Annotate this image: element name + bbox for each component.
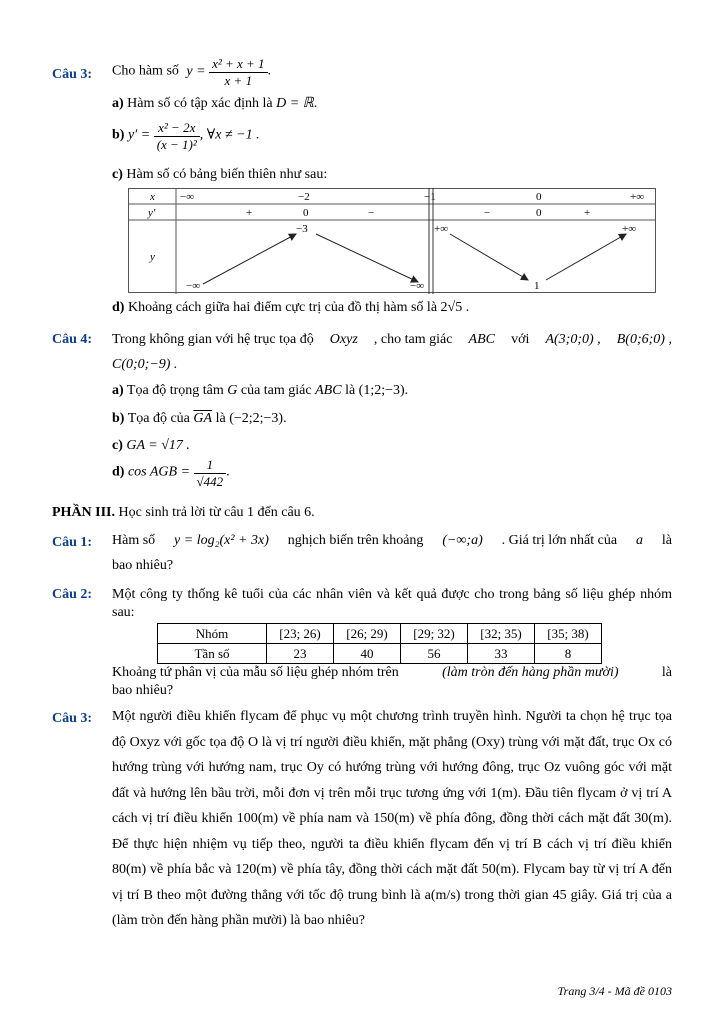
table-cell: Nhóm — [158, 624, 267, 644]
p3-question-1-label: Câu 1: — [52, 535, 93, 550]
part-3-heading: PHẦN III. Học sinh trả lời từ câu 1 đến câu 6. — [52, 505, 315, 520]
table-cell: 23 — [267, 644, 334, 664]
vt-y-value: −∞ — [410, 280, 425, 292]
q3-statement-d: d) Khoảng cách giữa hai điểm cực trị của đồ thị hàm số là 2√5 . — [112, 300, 470, 315]
table-cell: [23; 26) — [267, 624, 334, 644]
vt-y-value: +∞ — [434, 223, 449, 235]
p3-question-2-after2: bao nhiêu? — [112, 683, 174, 698]
vt-x-value: 0 — [536, 191, 542, 203]
page-footer: Trang 3/4 - Mã đề 0103 — [557, 984, 672, 998]
p3-question-2-line1: Một công ty thống kê tuổi của các nhân viên và kết quả được cho trong bảng số liệu ghép nhóm — [112, 587, 672, 602]
table-cell: 56 — [401, 644, 468, 664]
vt-arrow-up-2 — [546, 234, 626, 280]
vt-x-value: −1 — [424, 191, 436, 203]
vt-arrow-down-1 — [316, 234, 418, 282]
p3-question-1-line1: Hàm số y = log₂(x² + 3x) nghịch biến trên khoảng (−∞;a) . Giá trị lớn nhất của a là — [112, 533, 672, 548]
vt-x-value: +∞ — [630, 191, 645, 203]
table-cell: [35; 38) — [535, 624, 602, 644]
question-4-point-c: C(0;0;−9) . — [112, 357, 178, 372]
q4-statement-c: c) GA = √17 . — [112, 438, 190, 453]
variation-table — [128, 188, 656, 294]
grouped-data-table — [157, 623, 602, 664]
question-4-stem: Trong không gian với hệ trục tọa độ Oxyz , cho tam giác ABC với A(3;0;0) , B(0;6;0) , — [112, 332, 672, 347]
vt-x-label: x — [150, 191, 155, 203]
table-cell: [32; 35) — [468, 624, 535, 644]
table-header-row — [158, 624, 602, 644]
vt-yprime-label: y′ — [148, 207, 156, 219]
question-3-label: Câu 3: — [52, 67, 93, 82]
vt-y-value: +∞ — [622, 223, 637, 235]
table-cell: 8 — [535, 644, 602, 664]
table-cell: Tần số — [158, 644, 267, 664]
p3-question-3-label: Câu 3: — [52, 711, 93, 726]
p3-question-2-label: Câu 2: — [52, 587, 93, 602]
table-cell: [29; 32) — [401, 624, 468, 644]
vt-sign: − — [368, 207, 375, 219]
vt-y-value: −∞ — [186, 280, 201, 292]
vt-sign: 0 — [303, 207, 309, 219]
p3-question-3-text: Một người điều khiển flycam để phục vụ một chương trình truyền hình. Người ta chọn hệ trục tọa độ Oxyz với gốc tọa độ O là vị trí người điều khiển, mặt phẳng (Oxy) trùng với mặt đất, trục Ox có hướng trùng với hướng nam, trục Oy có hướng trùng với hướng đông, trục Oz vuông góc với mặt đất và hướng lên bầu trời, mỗi đơn vị trên mỗi trục tương ứng với 1(m). Đầu tiên flycam ở vị trí A cách vị trí điều khiển 100(m) về phía nam và 150(m) về phía đông, đồng thời cách mặt đất 30(m). Để thực hiện nhiệm vụ tiếp theo, người ta điều khiển flycam đến vị trí B cách vị trí điều khiển 80(m) về phía bắc và 120(m) về phía tây, đồng thời cách mặt đất 50(m). Flycam bay từ vị trí A đến vị trí B theo một đường thẳng với tốc độ trung bình là a(m/s) trong thời gian 45 giây. Giá trị của a (làm tròn đến hàng phần mười) là bao nhiêu? — [112, 709, 672, 928]
vt-arrow-down-2 — [450, 234, 528, 280]
vt-sign: − — [484, 207, 491, 219]
p3-question-1-line2: bao nhiêu? — [112, 558, 174, 573]
table-row — [158, 644, 602, 664]
q4-statement-d: d) cos AGB = $\frac{1}{√442}$ . — [112, 457, 230, 489]
vt-x-value: −∞ — [180, 191, 195, 203]
p3-question-2-after1: Khoảng tứ phân vị của mẫu số liệu ghép nhóm trên (làm tròn đến hàng phần mười) là — [112, 665, 672, 680]
p3-question-2-line2: sau: — [112, 605, 135, 620]
q3-statement-c: c) Hàm số có bảng biến thiên như sau: — [112, 167, 328, 182]
vt-arrow-up-1 — [203, 234, 296, 284]
question-3-stem: Cho hàm số y = $\frac{\text{x² + x + 1}}{x + 1}$ . — [112, 56, 272, 88]
question-4-label: Câu 4: — [52, 332, 93, 347]
q4-statement-b: b) Tọa độ của $\overline{GA}$ là (−2;2;−3). — [112, 411, 287, 426]
vt-y-value: 1 — [534, 280, 540, 292]
table-cell: 33 — [468, 644, 535, 664]
vt-sign: 0 — [536, 207, 542, 219]
vt-x-value: −2 — [298, 191, 310, 203]
vt-sign: + — [246, 207, 253, 219]
q4-statement-a: a) Tọa độ trọng tâm G của tam giác ABC là (1;2;−3). — [112, 383, 409, 398]
vt-y-value: −3 — [296, 223, 308, 235]
q3-statement-a: a) Hàm số có tập xác định là D = ℝ. — [112, 96, 318, 111]
vt-sign: + — [584, 207, 591, 219]
vt-y-label: y — [150, 251, 155, 263]
table-cell: [26; 29) — [334, 624, 401, 644]
q3-statement-b: b) y′ = $\frac{\text{x² − 2x}}{\text{(x − 1)²}}$ , ∀x ≠ −1 . — [112, 120, 260, 152]
table-cell: 40 — [334, 644, 401, 664]
